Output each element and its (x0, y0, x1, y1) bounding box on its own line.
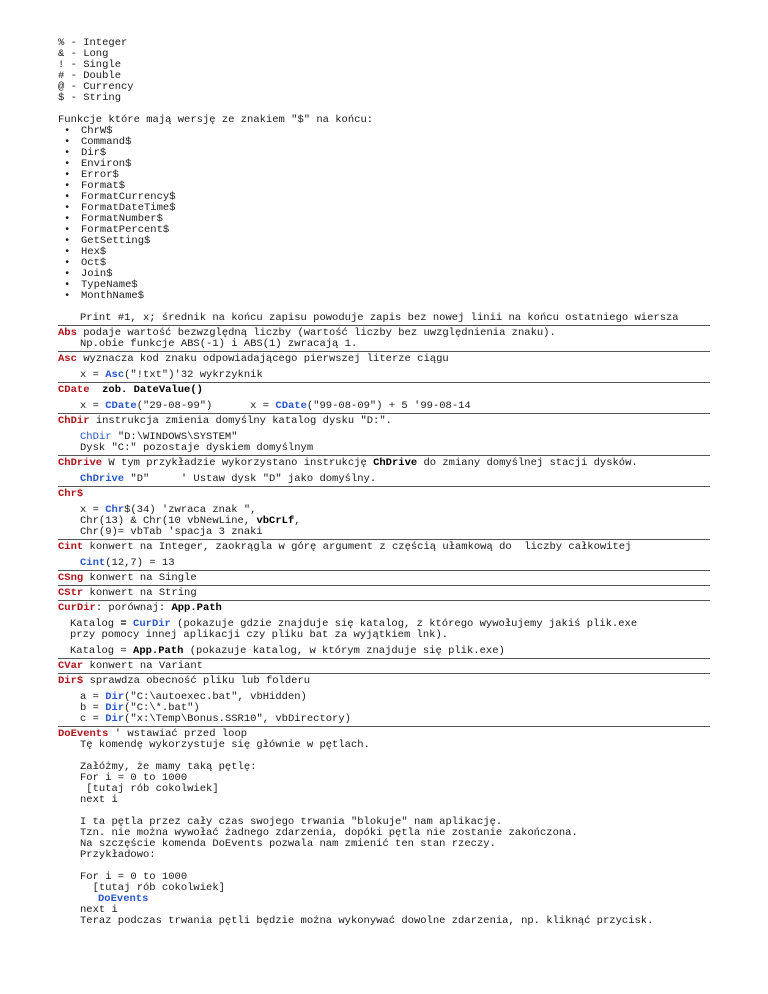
document-page (58, 38, 710, 927)
list-item: • MonthName$ (64, 290, 145, 302)
entry-text: Na szczęście komenda DoEvents pozwala nam zmienić ten stan rzeczy. (80, 838, 496, 850)
code-line: przy pomocy innej aplikacji czy pliku bat za wyjątkiem lnk). (70, 629, 449, 641)
type-suffix-item: ! - Single (58, 59, 122, 71)
type-suffix-item: $ - String (58, 92, 122, 104)
entry-cvar: CVar konwert na Variant (58, 660, 203, 672)
code-line: DoEvents (98, 893, 149, 905)
entry-chdir: ChDir instrukcja zmienia domyślny katalog dysku "D:". (58, 415, 392, 427)
entry-keyword: Abs (58, 327, 77, 339)
code-line: x = Chr$(34) 'zwraca znak ", (80, 504, 257, 516)
entry-keyword: Cint (58, 541, 84, 553)
list-item: • Oct$ (64, 257, 107, 269)
list-item: • TypeName$ (64, 279, 138, 291)
divider (58, 413, 710, 414)
list-item: • Error$ (64, 169, 119, 181)
funcs-list (58, 126, 710, 302)
entry-keyword: Dir$ (58, 675, 84, 687)
entry-cdate: CDate zob. DateValue() (58, 384, 203, 396)
entry-cint: Cint konwert na Integer, zaokrągla w górę argument z częścią ułamkową do liczby całkowitej (58, 541, 632, 553)
type-suffix-item: @ - Currency (58, 81, 134, 93)
divider (58, 600, 710, 601)
divider (58, 585, 710, 586)
list-item: • Environ$ (64, 158, 132, 170)
entry-chdrive: ChDrive W tym przykładzie wykorzystano instrukcję ChDrive do zmiany domyślnej stacji dysków. (58, 457, 638, 469)
entry-text: Przykładowo: (80, 849, 156, 861)
list-item: • FormatPercent$ (64, 224, 170, 236)
entry-keyword: ChDrive (58, 457, 103, 469)
code-line: Dysk "C:" pozostaje dyskiem domyślnym (80, 442, 314, 454)
code-line: ChDir "D:\WINDOWS\SYSTEM" (80, 431, 238, 443)
list-item: • Format$ (64, 180, 126, 192)
list-item: • Dir$ (64, 147, 107, 159)
code-line: ChDrive "D" ' Ustaw dysk "D" jako domyślny. (80, 473, 377, 485)
list-item: • FormatDateTime$ (64, 202, 176, 214)
entry-dir: Dir$ sprawdza obecność pliku lub folderu (58, 675, 311, 687)
list-item: • Hex$ (64, 246, 107, 258)
entry-keyword: DoEvents (58, 728, 109, 740)
entry-keyword: CDate (58, 384, 90, 396)
code-line: [tutaj rób cokolwiek] (80, 882, 225, 894)
type-suffix-item: % - Integer (58, 37, 128, 49)
entry-text: I ta pętla przez cały czas swojego trwania "blokuje" nam aplikację. (80, 816, 503, 828)
entry-keyword: Chr$ (58, 488, 84, 500)
list-item: • Join$ (64, 268, 113, 280)
entry-text: Załóżmy, że mamy taką pętlę: (80, 761, 257, 773)
divider (58, 486, 710, 487)
entry-chr (58, 489, 710, 500)
divider (58, 726, 710, 727)
entry-text: Tę komendę wykorzystuje się głównie w pętlach. (80, 739, 370, 751)
divider (58, 382, 710, 383)
entry-curdir: CurDir: porównaj: App.Path (58, 602, 222, 614)
entry-asc: Asc wyznacza kod znaku odpowiadającego pierwszej literze ciągu (58, 353, 449, 365)
print-note: Print #1, x; średnik na końcu zapisu powoduje zapis bez nowej linii na końcu ostatniego wiersza (80, 312, 679, 324)
code-line: next i (80, 904, 118, 916)
divider (58, 570, 710, 571)
code-line: c = Dir("x:\Temp\Bonus.SSR10", vbDirectory) (80, 713, 351, 725)
divider (58, 455, 710, 456)
list-item: • ChrW$ (64, 125, 113, 137)
list-item: • FormatCurrency$ (64, 191, 176, 203)
code-line: For i = 0 to 1000 (80, 772, 188, 784)
code-line: x = Asc("!txt")'32 wykrzyknik (80, 369, 263, 381)
entry-abs: Abs podaje wartość bezwzględną liczby (wartość liczby bez uwzględnienia znaku). (58, 327, 556, 339)
divider (58, 325, 710, 326)
entry-text: Np.obie funkcje ABS(-1) i ABS(1) zwracają 1. (80, 338, 358, 350)
code-line: Katalog = App.Path (pokazuje katalog, w którym znajduje się plik.exe) (70, 645, 505, 657)
code-line: Cint(12,7) = 13 (80, 557, 175, 569)
divider (58, 658, 710, 659)
funcs-header: Funkcje które mają wersję ze znakiem "$" na końcu: (58, 114, 374, 126)
code-line: b = Dir("C:\*.bat") (80, 702, 200, 714)
type-suffix-item: & - Long (58, 48, 109, 60)
entry-keyword: CSng (58, 572, 84, 584)
entry-keyword: ChDir (58, 415, 90, 427)
list-item: • Command$ (64, 136, 132, 148)
code-line: Chr(9)= vbTab 'spacja 3 znaki (80, 526, 263, 538)
type-suffix-list (58, 38, 710, 104)
entry-csng: CSng konwert na Single (58, 572, 197, 584)
code-line: x = CDate("29-08-99") x = CDate("99-08-09") + 5 '99-08-14 (80, 400, 471, 412)
divider (58, 673, 710, 674)
code-line: a = Dir("C:\autoexec.bat", vbHidden) (80, 691, 307, 703)
entry-text: Teraz podczas trwania pętli będzie można wykonywać dowolne zdarzenia, np. kliknąć przycisk. (80, 915, 654, 927)
entry-doevents: DoEvents ' wstawiać przed loop (58, 728, 248, 740)
code-line: Chr(13) & Chr(10 vbNewLine, vbCrLf, (80, 515, 301, 527)
type-suffix-item: # - Double (58, 70, 122, 82)
divider (58, 351, 710, 352)
divider (58, 539, 710, 540)
list-item: • FormatNumber$ (64, 213, 163, 225)
entry-keyword: Asc (58, 353, 77, 365)
code-line: next i (80, 794, 118, 806)
entry-text: Tzn. nie można wywołać żadnego zdarzenia, dopóki pętla nie zostanie zakończona. (80, 827, 578, 839)
entry-keyword: CStr (58, 587, 84, 599)
entry-keyword: CVar (58, 660, 84, 672)
code-line: Katalog = CurDir (pokazuje gdzie znajduje się katalog, z którego wywołujemy jakiś plik.exe (70, 618, 638, 630)
entry-keyword: CurDir (58, 602, 96, 614)
entry-cstr: CStr konwert na String (58, 587, 197, 599)
list-item: • GetSetting$ (64, 235, 151, 247)
code-line: For i = 0 to 1000 (80, 871, 188, 883)
code-line: [tutaj rób cokolwiek] (80, 783, 219, 795)
